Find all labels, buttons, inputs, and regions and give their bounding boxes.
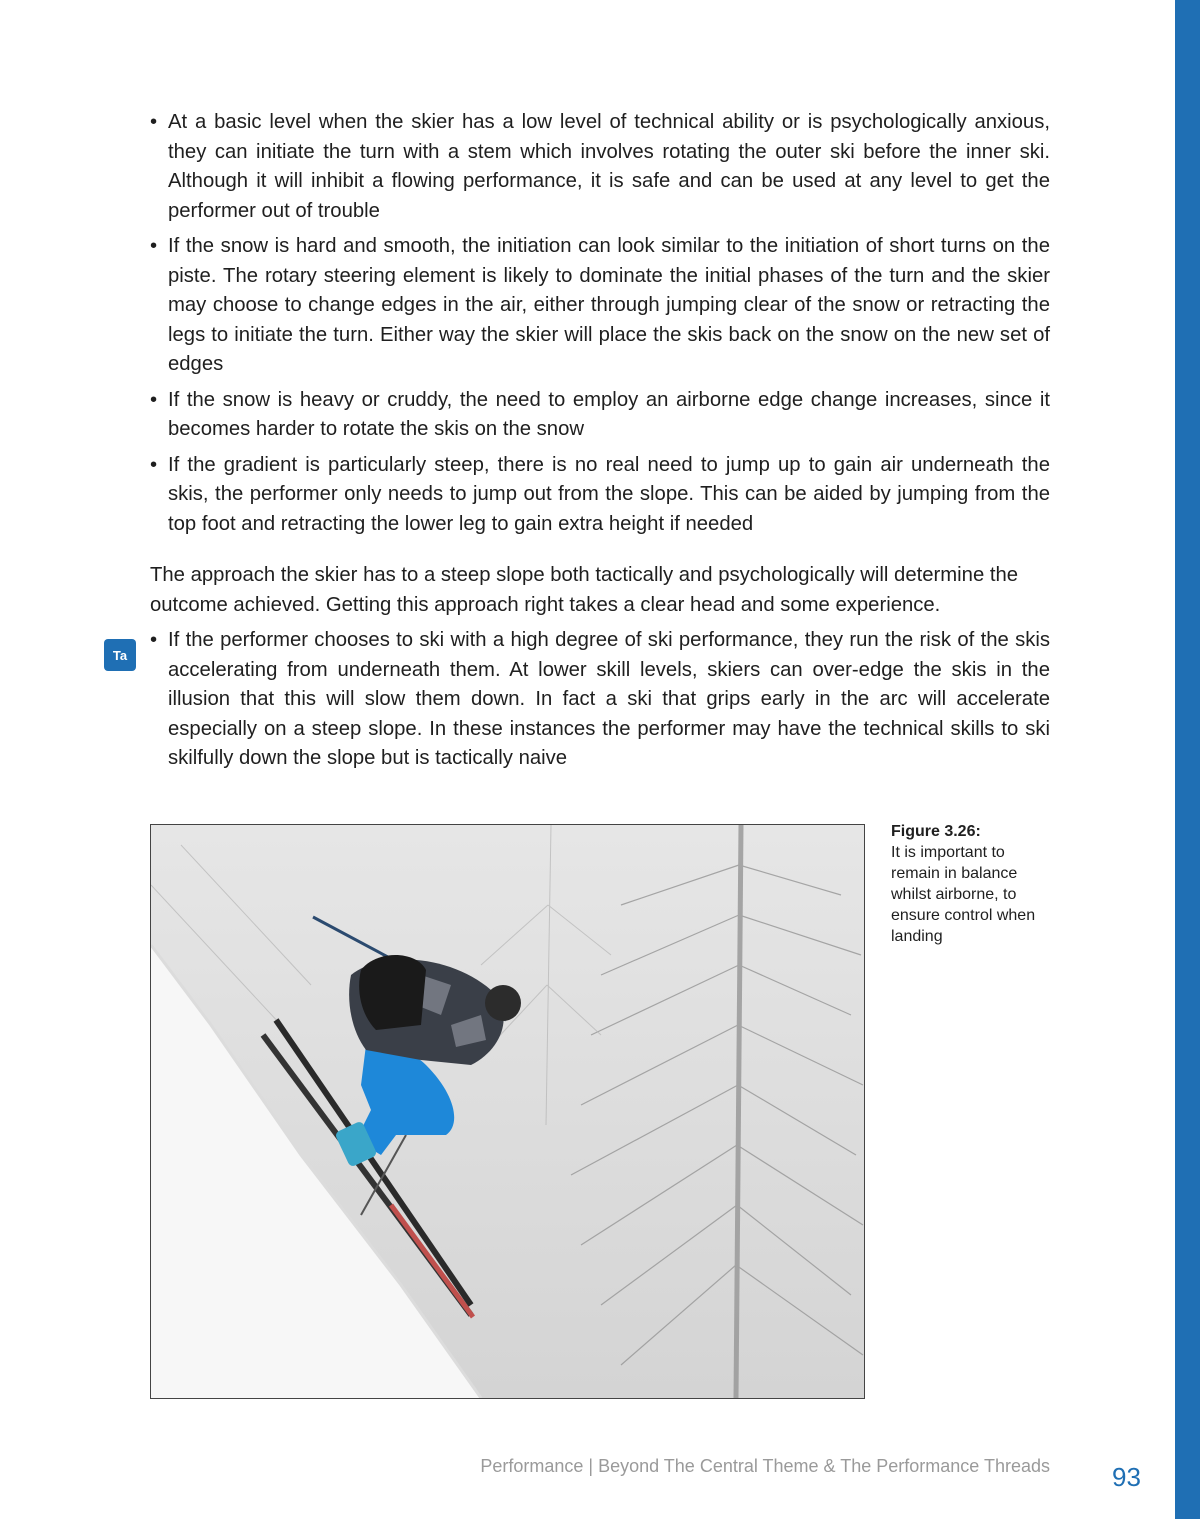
page-number: 93 xyxy=(1112,1462,1141,1492)
running-footer: Performance | Beyond The Central Theme & The Performance Threads xyxy=(480,1456,1050,1476)
tactical-tag-badge: Ta xyxy=(104,639,136,671)
bullet-list-bottom xyxy=(150,626,1050,774)
list-item: • If the gradient is particularly steep, there is no real need to jump up to gain air underneath the skis, the performer only needs to jump out from the slope. This can be aided by jumping from the top foot and retracting the lower leg to gain extra height if needed xyxy=(150,453,1050,535)
list-item: • If the snow is hard and smooth, the initiation can look similar to the initiation of short turns on the piste. The rotary steering element is likely to dominate the initial phases of the turn and the skier may choose to change edges in the air, either through jumping clear of the snow or retracting the legs to initiate the turn. Either way the skier will place the skis back on the snow on the new set of edges xyxy=(150,235,1050,375)
ski-photo-figure xyxy=(150,824,865,1399)
body-content xyxy=(150,108,1050,780)
list-item: • At a basic level when the skier has a low level of technical ability or is psychologically anxious, they can initiate the turn with a stem which involves rotating the outer ski before the inner ski. Although it will inhibit a flowing performance, it is safe and can be used at any level to get the performer out of trouble xyxy=(150,111,1050,222)
figure-label: Figure 3.26: xyxy=(891,823,981,840)
bullet-list-top xyxy=(150,108,1050,539)
figure-caption xyxy=(891,821,1051,947)
figure-caption-text: It is important to remain in balance whilst airborne, to ensure control when landing xyxy=(891,844,1036,945)
list-item: • If the snow is heavy or cruddy, the need to employ an airborne edge change increases, since it becomes harder to rotate the skis on the snow xyxy=(150,388,1050,440)
page-edge-strip xyxy=(1175,0,1200,1519)
list-item: • If the performer chooses to ski with a high degree of ski performance, they run the risk of the skis accelerating from underneath them. At lower skill levels, skiers can over-edge the skis in the illusion that this will slow them down. In fact a ski that grips early in the arc will accelerate especially on a steep slope. In these instances the performer may have the technical skills to ski skilfully down the slope but is tactically naive xyxy=(150,629,1050,769)
skier-photo-illustration xyxy=(151,825,864,1398)
body-paragraph: The approach the skier has to a steep slope both tactically and psychologically will determine the outcome achieved. Getting this approach right takes a clear head and some experience. xyxy=(150,564,1019,616)
